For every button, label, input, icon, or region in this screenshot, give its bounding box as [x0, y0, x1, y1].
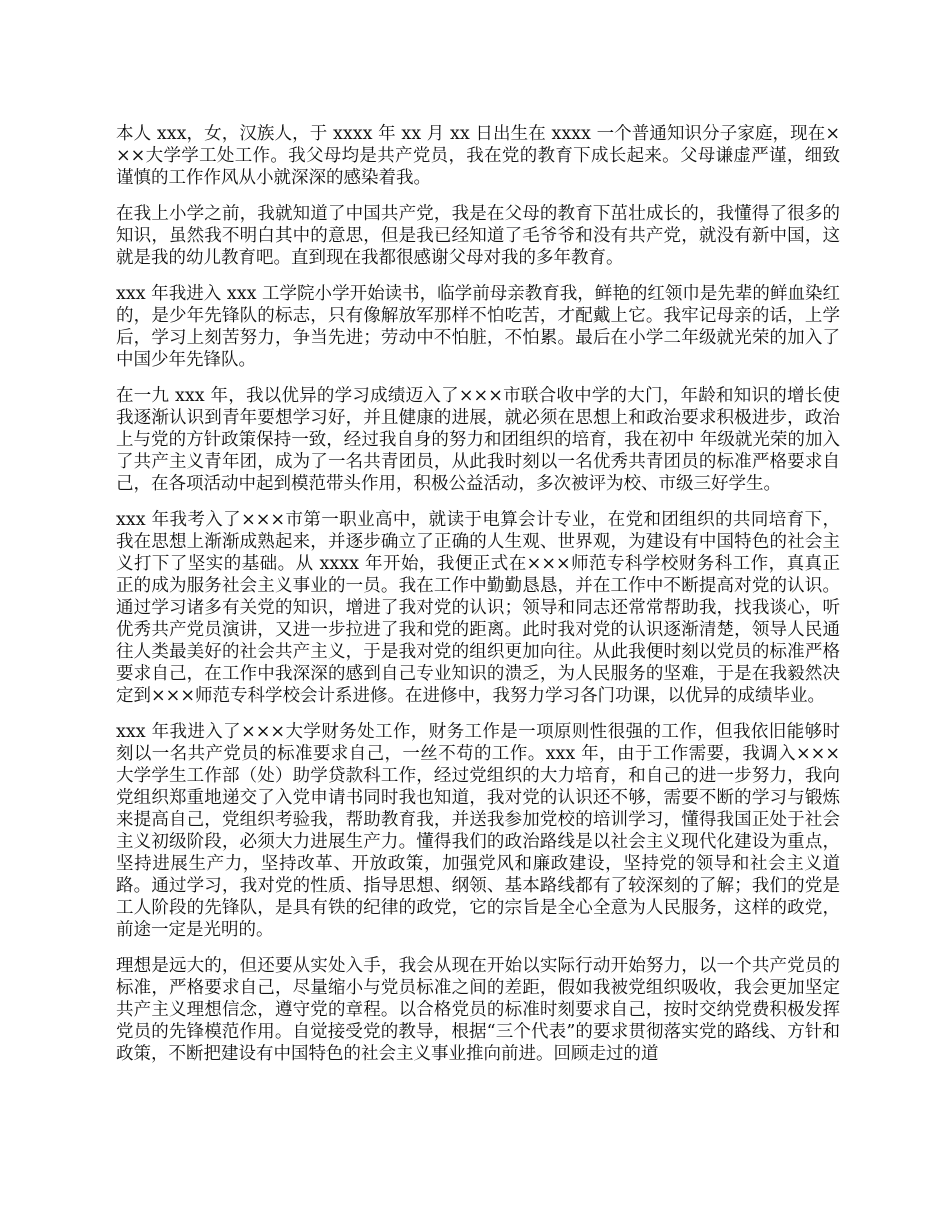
paragraph-family-background: 本人 xxx，女，汉族人，于 xxxx 年 xx 月 xx 日出生在 xxxx 一个普通知识分子家庭，现在×××大学学工处工作。我父母均是共产党员，我在党的教育下成长起来。父母谦虚严谨，细致谨慎的工作作风从小就深深的感染着我。	[116, 124, 840, 188]
paragraph-early-childhood: 在我上小学之前，我就知道了中国共产党，我是在父母的教育下茁壮成长的，我懂得了很多的知识，虽然我不明白其中的意思，但是我已经知道了毛爷爷和没有共产党，就没有新中国，这就是我的幼儿教育吧。直到现在我都很感谢父母对我的多年教育。	[116, 204, 840, 268]
paragraph-vocational-high-school: xxx 年我考入了×××市第一职业高中，就读于电算会计专业，在党和团组织的共同培育下，我在思想上渐渐成熟起来，并逐步确立了正确的人生观、世界观，为建设有中国特色的社会主义打下了坚实的基础。从 xxxx 年开始，我便正式在×××师范专科学校财务科工作，真真正正的成为服务社会主义事业的一员。我在工作中勤勤恳恳，并在工作中不断提高对党的认识。通过学习诸多有关党的知识，增进了我对党的认识；领导和同志还常常帮助我，找我谈心，听优秀共产党员演讲，又进一步拉进了我和党的距离。此时我对党的认识逐渐清楚，领导人民通往人类最美好的社会共产主义，于是我对党的组织更加向往。从此我便时刻以党员的标准严格要求自己，在工作中我深深的感到自己专业知识的溃乏，为人民服务的坚难，于是在我毅然决定到×××师范专科学校会计系进修。在进修中，我努力学习各门功课，以优异的成绩毕业。	[116, 510, 840, 706]
document-body	[116, 123, 840, 1079]
paragraph-university-work: xxx 年我进入了×××大学财务处工作，财务工作是一项原则性很强的工作，但我依旧能够时刻以一名共产党员的标准要求自己，一丝不苟的工作。xxx 年，由于工作需要，我调入×××大学学生工作部（处）助学贷款科工作，经过党组织的大力培育，和自己的进一步努力，我向党组织郑重地递交了入党申请书同时我也知道，我对党的认识还不够，需要不断的学习与锻炼来提高自己，党组织考验我，帮助教育我，并送我参加党校的培训学习，懂得我国正处于社会主义初级阶段，必须大力进展生产力。懂得我们的政治路线是以社会主义现代化建设为重点，坚持进展生产力，坚持改革、开放政策，加强党风和廉政建设，坚持党的领导和社会主义道路。通过学习，我对党的性质、指导思想、纲领、基本路线都有了较深刻的了解；我们的党是工人阶段的先锋队，是具有铁的纪律的政党，它的宗旨是全心全意为人民服务，这样的政党，前途一定是光明的。	[116, 722, 840, 940]
paragraph-ideals: 理想是远大的，但还要从实处入手，我会从现在开始以实际行动开始努力，以一个共产党员的标准，严格要求自己，尽量缩小与党员标准之间的差距，假如我被党组织吸收，我会更加坚定共产主义理想信念，遵守党的章程。以合格党员的标准时刻要求自己，按时交纳党费积极发挥党员的先锋模范作用。自觉接受党的教导，根据“三个代表”的要求贯彻落实党的路线、方针和政策，不断把建设有中国特色的社会主义事业推向前进。回顾走过的道	[116, 956, 840, 1064]
paragraph-middle-school: 在一九 xxx 年，我以优异的学习成绩迈入了×××市联合收中学的大门，年龄和知识的增长使我逐渐认识到青年要想学习好，并且健康的进展，就必须在思想上和政治要求积极进步，政治上与党的方针政策保持一致，经过我自身的努力和团组织的培育，我在初中 年级就光荣的加入了共产主义青年团，成为了一名共青团员，从此我时刻以一名优秀共青团员的标准严格要求自己，在各项活动中起到模范带头作用，积极公益活动，多次被评为校、市级三好学生。	[116, 386, 840, 494]
paragraph-primary-school: xxx 年我进入 xxx 工学院小学开始读书，临学前母亲教育我，鲜艳的红领巾是先辈的鲜血染红的，是少年先锋队的标志，只有像解放军那样不怕吃苦，才配戴上它。我牢记母亲的话，上学后，学习上刻苦努力，争当先进；劳动中不怕脏，不怕累。最后在小学二年级就光荣的加入了中国少年先锋队。	[116, 284, 840, 370]
